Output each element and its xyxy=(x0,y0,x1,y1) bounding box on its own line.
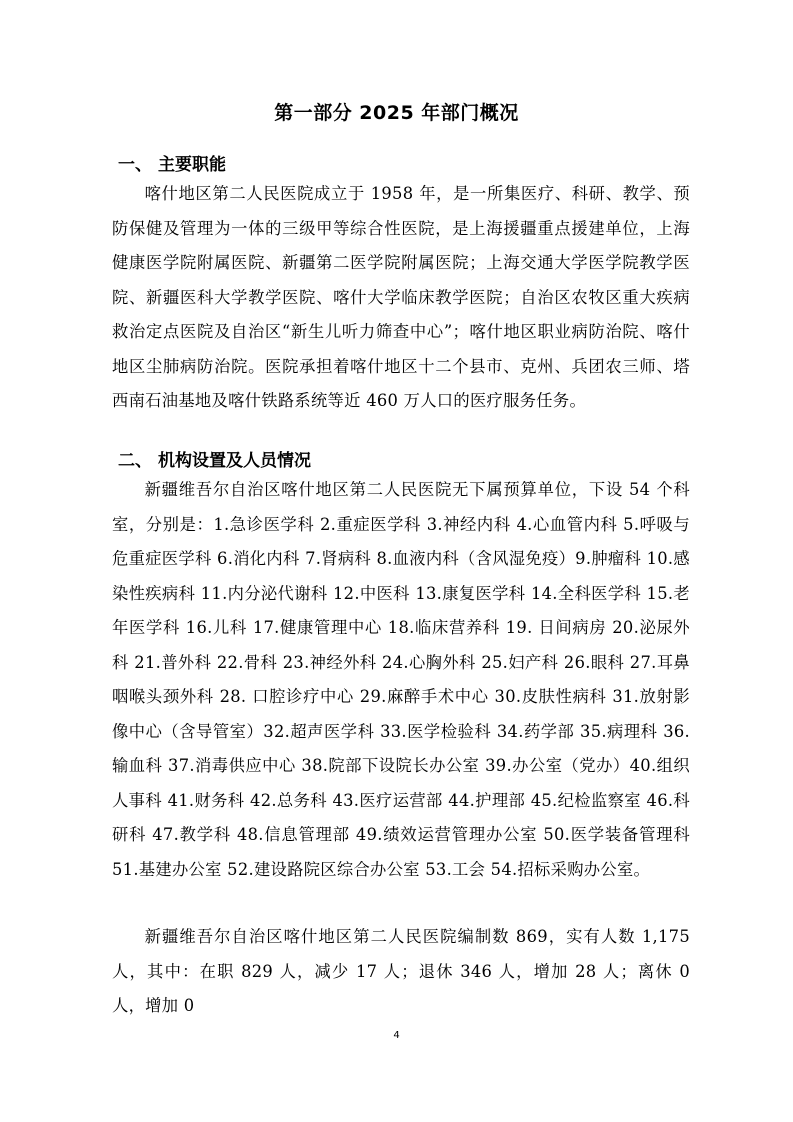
section-number: 一、 xyxy=(118,155,152,175)
section-heading-organization xyxy=(118,446,311,471)
paragraph-functions: 喀什地区第二人民医院成立于 1958 年，是一所集医疗、科研、教学、预防保健及管理为一体的三级甲等综合性医院，是上海援疆重点援建单位，上海健康医学院附属医院、新疆第二医学院附属医院；上海交通大学医学院教学医院、新疆医科大学教学医院、喀什大学临床教学医院；自治区农牧区重大疾病救治定点医院及自治区“新生儿听力筛查中心”；喀什地区职业病防治院、喀什地区尘肺病防治院。医院承担着喀什地区十二个县市、克州、兵团农三师、塔西南石油基地及喀什铁路系统等近 460 万人口的医疗服务任务。 xyxy=(112,184,690,410)
paragraph-departments: 新疆维吾尔自治区喀什地区第二人民医院无下属预算单位，下设 54 个科室，分别是：1.急诊医学科 2.重症医学科 3.神经内科 4.心血管内科 5.呼吸与危重症医学科 6.消化内科 7.肾病科 8.血液内科（含风湿免疫）9.肿瘤科 10.感染性疾病科 11.内分泌代谢科 12.中医科 13.康复医学科 14.全科医学科 15.老年医学科 16.儿科 17.健康管理中心 18.临床营养科 19. 日间病房 20.泌尿外科 21.普外科 22.骨科 23.神经外科 24.心胸外科 25.妇产科 26.眼科 27.耳鼻咽喉头颈外科 28. 口腔诊疗中心 29.麻醉手术中心 30.皮肤性病科 31.放射影像中心（含导管室）32.超声医学科 33.医学检验科 34.药学部 35.病理科 36.输血科 37.消毒供应中心 38.院部下设院长办公室 39.办公室（党办）40.组织人事科 41.财务科 42.总务科 43.医疗运营部 44.护理部 45.纪检监察室 46.科研科 47.教学科 48.信息管理部 49.绩效运营管理办公室 50.医学装备管理科 51.基建办公室 52.建设路院区综合办公室 53.工会 54.招标采购办公室。 xyxy=(112,480,690,879)
page-title: 第一部分 2025 年部门概况 xyxy=(274,102,519,124)
section-heading-text: 主要职能 xyxy=(158,155,226,175)
paragraph-staffing: 新疆维吾尔自治区喀什地区第二人民医院编制数 869，实有人数 1,175 人，其中：在职 829 人，减少 17 人；退休 346 人，增加 28 人；离休 0 人，增加 0 xyxy=(112,927,690,1015)
page-number: 4 xyxy=(393,1030,400,1041)
section-heading-text: 机构设置及人员情况 xyxy=(158,451,311,471)
section-number: 二、 xyxy=(118,451,152,471)
section-heading-functions xyxy=(118,150,226,175)
